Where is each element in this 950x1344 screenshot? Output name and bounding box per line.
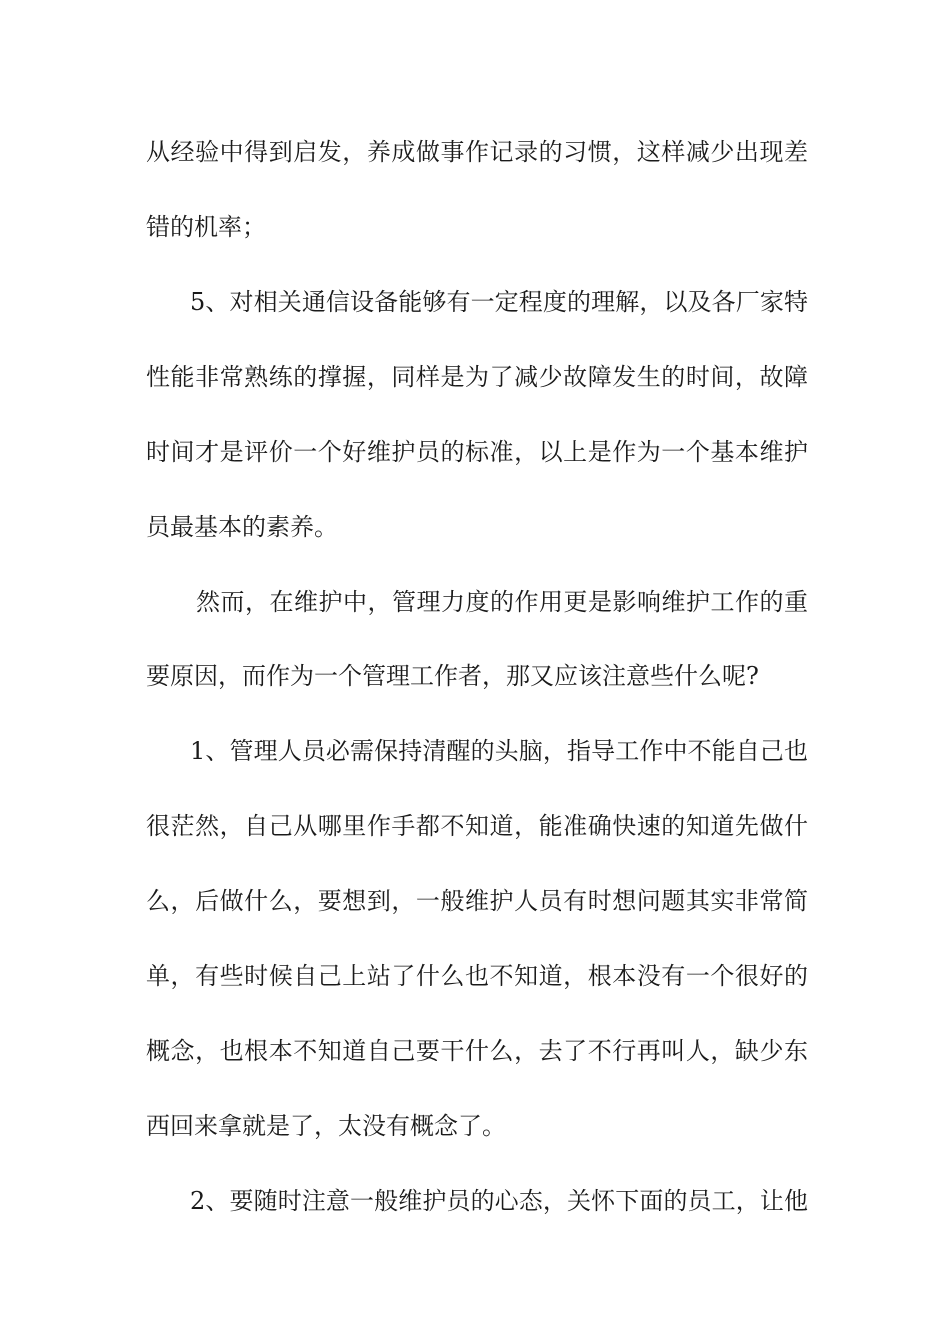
text-line: 要原因，而作为一个管理工作者，那又应该注意些什么呢? (146, 662, 759, 690)
text-line: 2、要随时注意一般维护员的心态，关怀下面的员工，让他 (190, 1187, 808, 1215)
text-line: 性能非常熟练的撑握，同样是为了减少故障发生的时间，故障 (146, 363, 808, 391)
text-line: 从经验中得到启发，养成做事作记录的习惯，这样减少出现差 (146, 138, 808, 166)
text-line: 然而，在维护中，管理力度的作用更是影响维护工作的重 (196, 588, 808, 616)
text-line: 1、管理人员必需保持清醒的头脑，指导工作中不能自己也 (190, 737, 808, 765)
text-line: 时间才是评价一个好维护员的标准，以上是作为一个基本维护 (146, 438, 808, 466)
text-line: 西回来拿就是了，太没有概念了。 (146, 1112, 506, 1140)
text-line: 错的机率； (146, 213, 266, 241)
text-line: 5、对相关通信设备能够有一定程度的理解，以及各厂家特 (190, 288, 808, 316)
text-line: 很茫然，自己从哪里作手都不知道，能准确快速的知道先做什 (146, 812, 808, 840)
text-line: 概念，也根本不知道自己要干什么，去了不行再叫人，缺少东 (146, 1037, 808, 1065)
text-line: 员最基本的素养。 (146, 513, 338, 541)
text-line: 么，后做什么，要想到，一般维护人员有时想问题其实非常简 (146, 887, 808, 915)
text-line: 单，有些时候自己上站了什么也不知道，根本没有一个很好的 (146, 962, 808, 990)
